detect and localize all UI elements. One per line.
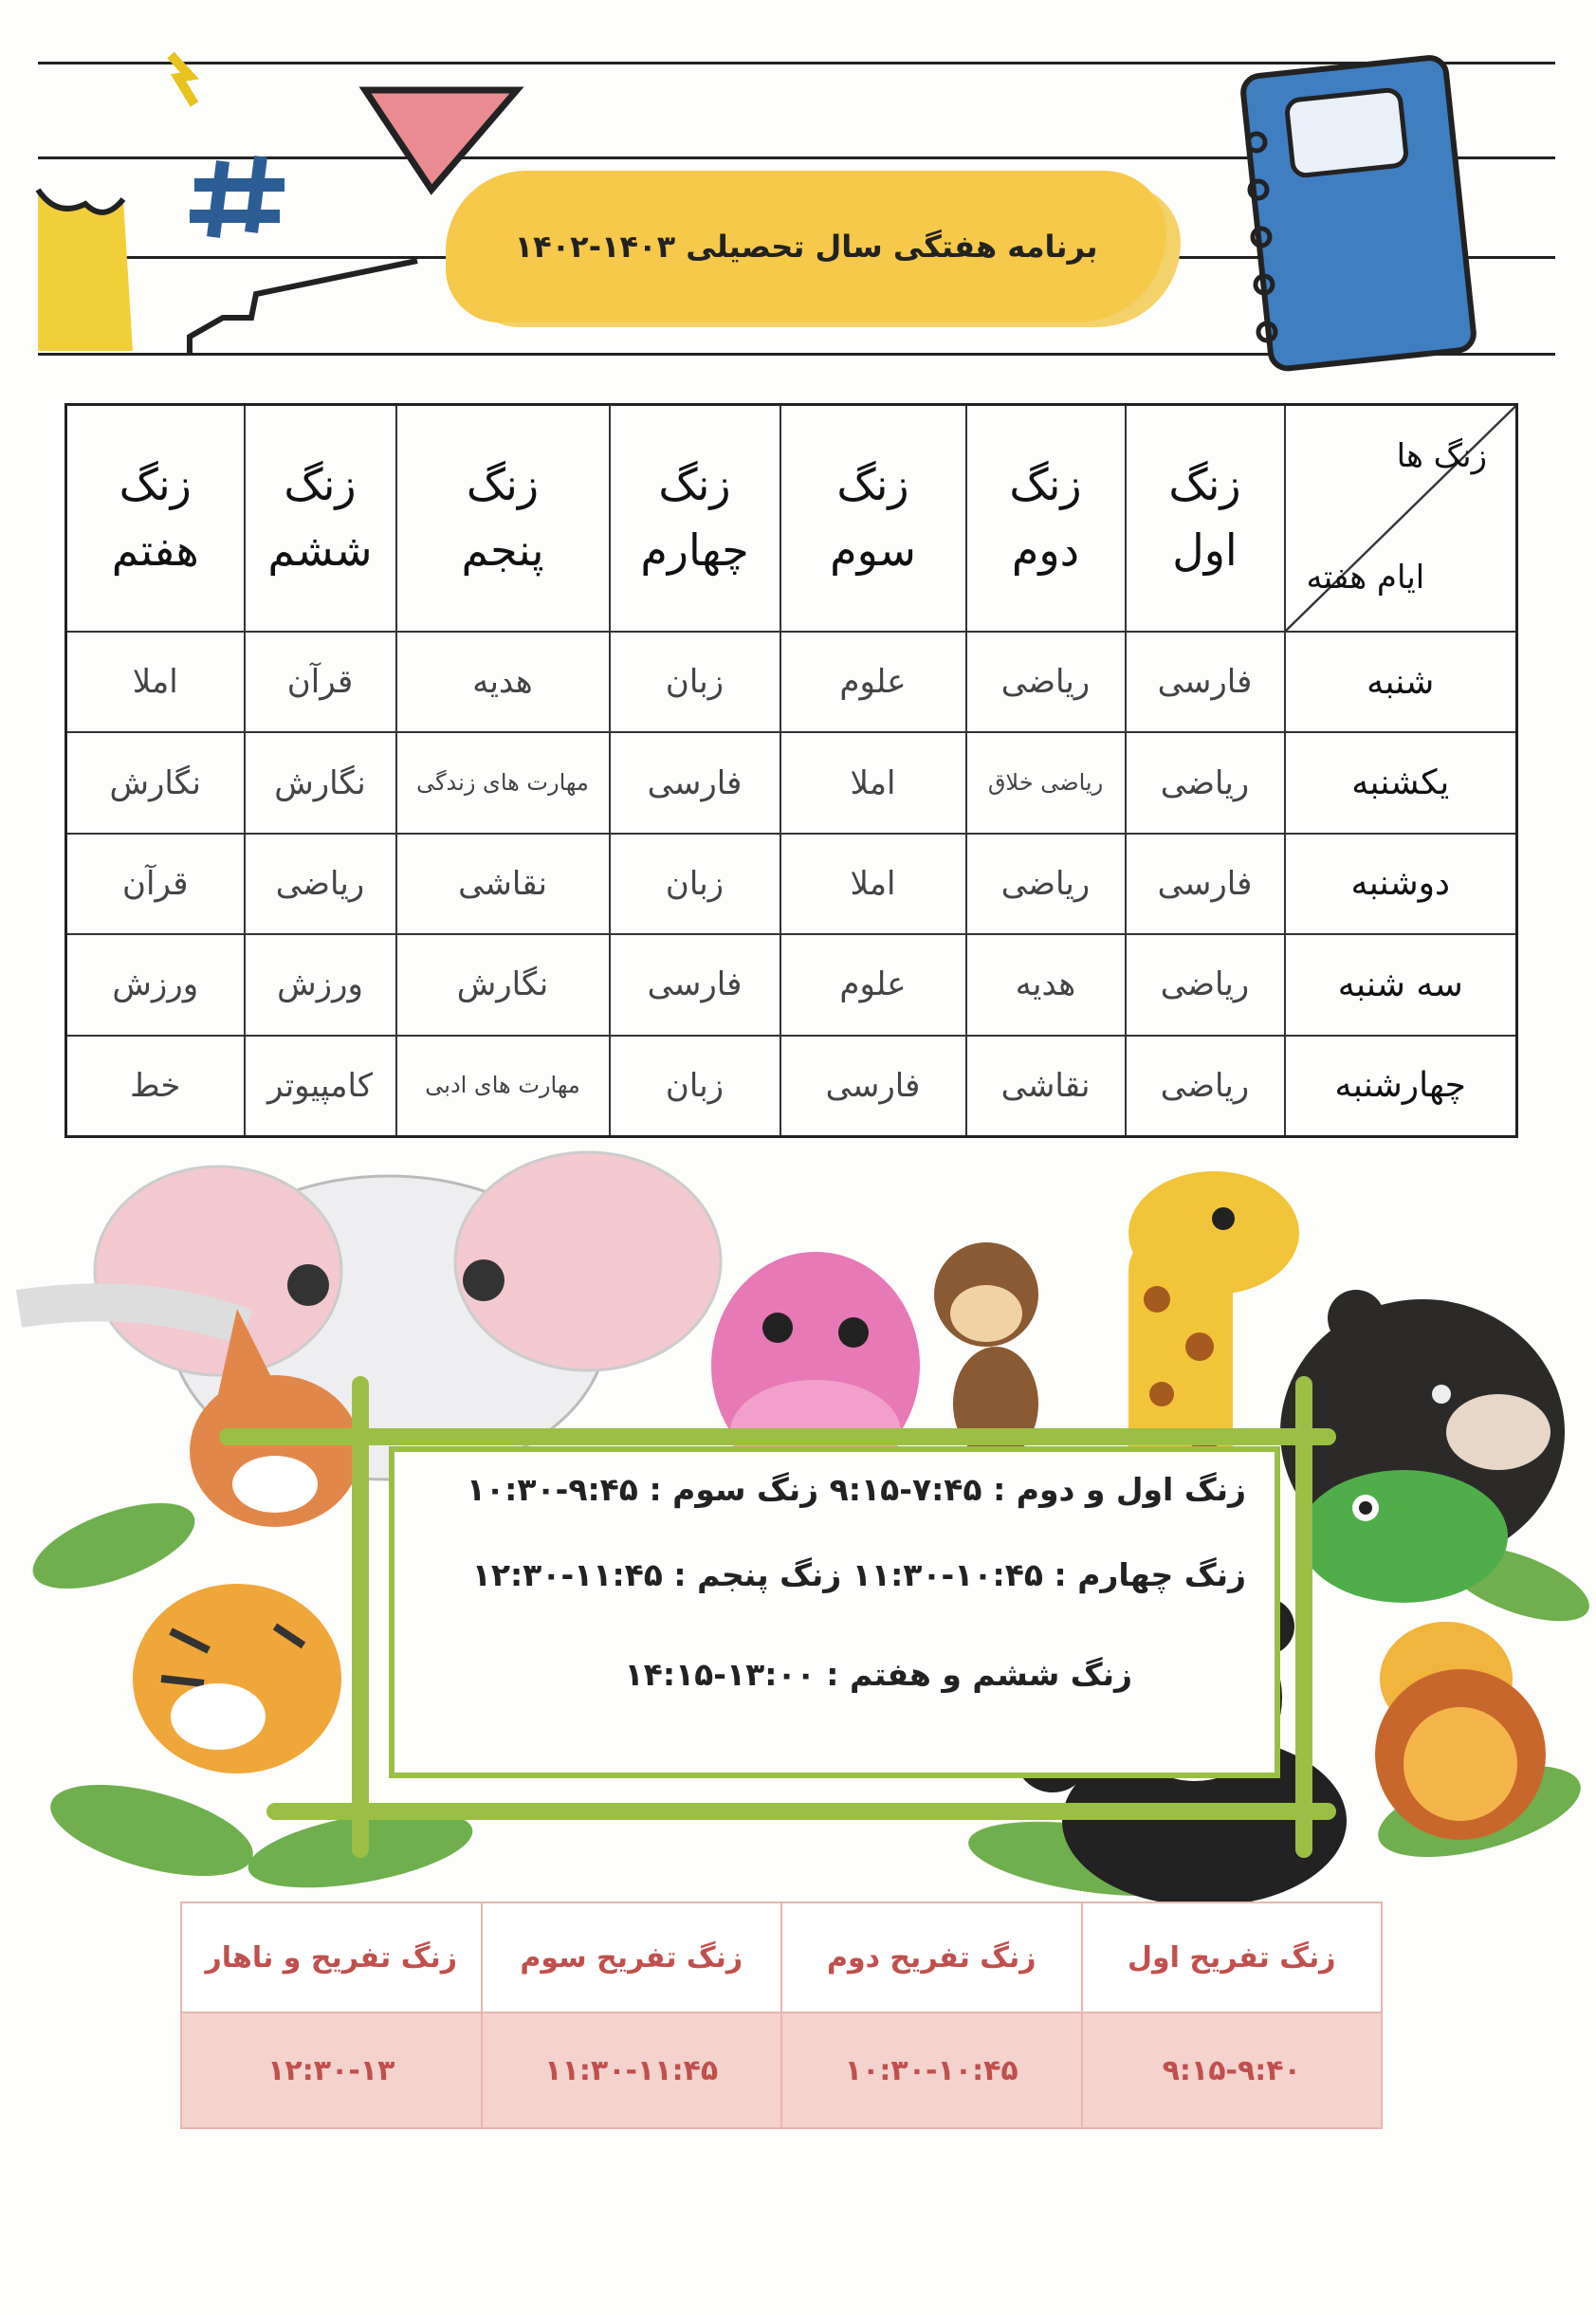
table-cell: کامپیوتر <box>245 1036 396 1137</box>
day-label: یکشنبه <box>1285 732 1517 833</box>
corner-cell <box>1285 405 1517 632</box>
lightning-icon <box>171 55 194 104</box>
table-cell: ورزش <box>66 934 245 1035</box>
table-cell: ورزش <box>245 934 396 1035</box>
bell-times-panel <box>389 1446 1280 1778</box>
table-cell: هدیه <box>396 632 610 732</box>
table-cell: ریاضی <box>1126 1036 1285 1137</box>
column-header: زنگ ششم <box>245 405 396 632</box>
page-title: برنامه هفتگی سال تحصیلی ۱۴۰۳-۱۴۰۲ <box>514 229 1098 265</box>
table-cell: علوم <box>780 934 966 1035</box>
bell-times-line: زنگ ششم و هفتم : ۱۳:۰۰-۱۴:۱۵ <box>624 1656 1132 1693</box>
column-header: زنگ هفتم <box>66 405 245 632</box>
table-row <box>66 632 1517 732</box>
table-cell: املا <box>66 632 245 732</box>
recess-header: زنگ تفریح اول <box>1082 1902 1383 2012</box>
notebook-icon <box>1241 56 1475 370</box>
corner-label-bells: زنگ ها <box>1396 437 1487 475</box>
bell-times-line: زنگ چهارم : ۱۰:۴۵-۱۱:۳۰ زنگ پنجم : ۱۱:۴۵-۱۲:۳۰ <box>471 1556 1246 1593</box>
table-cell: زبان <box>610 834 780 934</box>
day-label: چهارشنبه <box>1285 1036 1517 1137</box>
table-cell: قرآن <box>66 834 245 934</box>
corner-label-days: ایام هفته <box>1306 558 1425 597</box>
table-cell: ریاضی <box>1126 732 1285 833</box>
lion-icon <box>1375 1669 1546 1840</box>
recess-values-row <box>181 2012 1382 2128</box>
table-cell: نقاشی <box>396 834 610 934</box>
hash-icon <box>190 156 284 237</box>
monkey-icon <box>934 1242 1038 1461</box>
recess-header: زنگ تفریح دوم <box>781 1902 1082 2012</box>
table-cell: ریاضی خلاق <box>966 732 1126 833</box>
table-cell: قرآن <box>245 632 396 732</box>
column-header: زنگ پنجم <box>396 405 610 632</box>
table-cell: خط <box>66 1036 245 1137</box>
table-cell: علوم <box>780 632 966 732</box>
recess-time: ۱۲:۳۰-۱۳ <box>181 2012 482 2128</box>
recess-table <box>180 1902 1383 2129</box>
recess-time: ۹:۱۵-۹:۴۰ <box>1082 2012 1383 2128</box>
table-cell: زبان <box>610 632 780 732</box>
recess-time: ۱۱:۳۰-۱۱:۴۵ <box>482 2012 782 2128</box>
table-cell: نگارش <box>66 732 245 833</box>
day-label: شنبه <box>1285 632 1517 732</box>
recess-time: ۱۰:۳۰-۱۰:۴۵ <box>781 2012 1082 2128</box>
table-cell: املا <box>780 732 966 833</box>
pencil-icon <box>38 190 133 351</box>
table-cell: فارسی <box>610 732 780 833</box>
table-row <box>66 1036 1517 1137</box>
table-cell: ریاضی <box>245 834 396 934</box>
table-cell: نگارش <box>396 934 610 1035</box>
recess-header: زنگ تفریح سوم <box>482 1902 782 2012</box>
table-cell: املا <box>780 834 966 934</box>
table-row <box>66 934 1517 1035</box>
table-cell: زبان <box>610 1036 780 1137</box>
table-cell: فارسی <box>1126 834 1285 934</box>
table-cell: مهارت های زندگی <box>396 732 610 833</box>
column-header: زنگ چهارم <box>610 405 780 632</box>
table-cell: فارسی <box>610 934 780 1035</box>
header-decoration <box>0 0 1596 379</box>
table-row <box>66 834 1517 934</box>
recess-header: زنگ تفریح و ناهار <box>181 1902 482 2012</box>
table-cell: هدیه <box>966 934 1126 1035</box>
table-cell: ریاضی <box>966 834 1126 934</box>
table-cell: فارسی <box>780 1036 966 1137</box>
weekly-schedule-table <box>64 403 1518 1138</box>
column-header: زنگ اول <box>1126 405 1285 632</box>
table-cell: مهارت های ادبی <box>396 1036 610 1137</box>
bell-times-line: زنگ اول و دوم : ۷:۴۵-۹:۱۵ زنگ سوم : ۹:۴۵-۱۰:۳۰ <box>466 1471 1246 1508</box>
table-cell: فارسی <box>1126 632 1285 732</box>
day-label: دوشنبه <box>1285 834 1517 934</box>
table-row <box>66 732 1517 833</box>
day-label: سه شنبه <box>1285 934 1517 1035</box>
crocodile-icon <box>1299 1470 1508 1603</box>
tiger-icon <box>133 1584 341 1773</box>
column-header: زنگ سوم <box>780 405 966 632</box>
table-cell: نقاشی <box>966 1036 1126 1137</box>
recess-header-row <box>181 1902 1382 2012</box>
table-cell: ریاضی <box>966 632 1126 732</box>
column-header: زنگ دوم <box>966 405 1126 632</box>
table-cell: ریاضی <box>1126 934 1285 1035</box>
schedule-header-row <box>66 405 1517 632</box>
table-cell: نگارش <box>245 732 396 833</box>
